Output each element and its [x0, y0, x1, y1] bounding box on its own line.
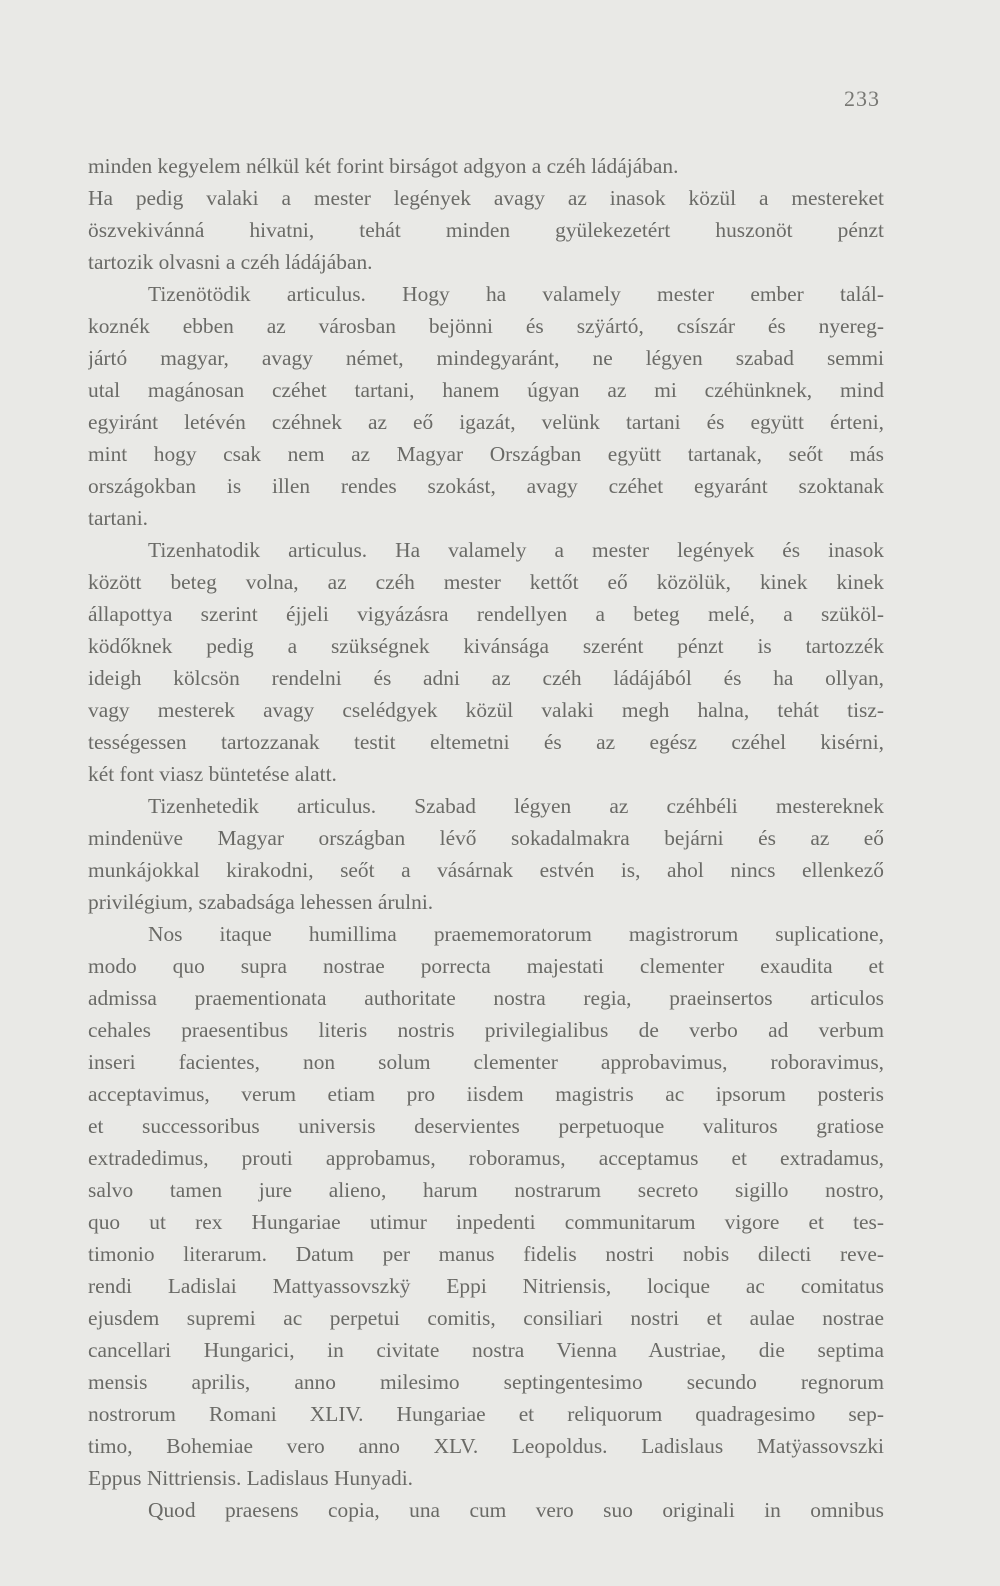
- text-line: ejusdem supremi ac perpetui comitis, consiliari nostri et aulae nostrae: [88, 1306, 884, 1330]
- text-line: mindenüve Magyar országban lévő sokadalmakra bejárni és az eő: [88, 826, 884, 850]
- text-line: nostrorum Romani XLIV. Hungariae et reliquorum quadragesimo sep-: [88, 1402, 884, 1426]
- text-line: minden kegyelem nélkül két forint birságot adgyon a czéh ládájában.: [88, 154, 679, 178]
- text-line: Nos itaque humillima praememoratorum magistrorum suplicatione,: [148, 922, 884, 946]
- text-line: privilégium, szabadsága lehessen árulni.: [88, 890, 434, 914]
- text-line: jártó magyar, avagy német, mindegyaránt, ne légyen szabad semmi: [88, 346, 884, 370]
- text-line: inseri facientes, non solum clementer approbavimus, roboravimus,: [88, 1050, 884, 1074]
- body-text: [88, 150, 884, 1526]
- text-line: egyiránt letévén czéhnek az eő igazát, velünk tartani és együtt érteni,: [88, 410, 884, 434]
- text-line: Quod praesens copia, una cum vero suo originali in omnibus: [148, 1498, 884, 1522]
- text-line: tartozik olvasni a czéh ládájában.: [88, 250, 373, 274]
- text-line: admissa praementionata authoritate nostra regia, praeinsertos articulos: [88, 986, 884, 1010]
- text-line: mint hogy csak nem az Magyar Országban együtt tartanak, seőt más: [88, 442, 884, 466]
- text-line: quo ut rex Hungariae utimur inpedenti communitarum vigore et tes-: [88, 1210, 884, 1234]
- text-line: állapottya szerint éjjeli vigyázásra rendellyen a beteg melé, a szüköl-: [88, 602, 884, 626]
- text-line: vagy mesterek avagy cselédgyek közül valaki megh halna, tehát tisz-: [88, 698, 884, 722]
- text-line: két font viasz büntetése alatt.: [88, 762, 337, 786]
- text-line: tartani.: [88, 506, 148, 530]
- text-line: rendi Ladislai Mattyassovszkÿ Eppi Nitriensis, locique ac comitatus: [88, 1274, 884, 1298]
- text-line: timonio literarum. Datum per manus fidelis nostri nobis dilecti reve-: [88, 1242, 884, 1266]
- page-number: 233: [844, 86, 880, 111]
- text-line: tességessen tartozzanak testit eltemetni és az egész czéhel kisérni,: [88, 730, 884, 754]
- text-line: Tizenhetedik articulus. Szabad légyen az czéhbéli mestereknek: [148, 794, 884, 818]
- text-line: Ha pedig valaki a mester legények avagy az inasok közül a mestereket: [88, 186, 884, 210]
- text-line: cancellari Hungarici, in civitate nostra Vienna Austriae, die septima: [88, 1338, 884, 1362]
- text-line: munkájokkal kirakodni, seőt a vásárnak estvén is, ahol nincs ellenkező: [88, 858, 884, 882]
- text-line: ideigh kölcsön rendelni és adni az czéh ládájából és ha ollyan,: [88, 666, 884, 690]
- text-line: Tizenötödik articulus. Hogy ha valamely mester ember talál-: [148, 282, 884, 306]
- text-line: extradedimus, prouti approbamus, roboramus, acceptamus et extradamus,: [88, 1146, 884, 1170]
- text-line: salvo tamen jure alieno, harum nostrarum secreto sigillo nostro,: [88, 1178, 884, 1202]
- text-line: et successoribus universis deservientes perpetuoque valituros gratiose: [88, 1114, 884, 1138]
- text-line: öszvekivánná hivatni, tehát minden gyülekezetért huszonöt pénzt: [88, 218, 884, 242]
- text-line: acceptavimus, verum etiam pro iisdem magistris ac ipsorum posteris: [88, 1082, 884, 1106]
- text-line: Eppus Nittriensis. Ladislaus Hunyadi.: [88, 1466, 413, 1490]
- text-line: koznék ebben az városban bejönni és szÿártó, csíszár és nyereg-: [88, 314, 884, 338]
- text-line: timo, Bohemiae vero anno XLV. Leopoldus. Ladislaus Matÿassovszki: [88, 1434, 884, 1458]
- text-line: mensis aprilis, anno milesimo septingentesimo secundo regnorum: [88, 1370, 884, 1394]
- text-line: között beteg volna, az czéh mester kettőt eő közölük, kinek kinek: [88, 570, 884, 594]
- text-line: modo quo supra nostrae porrecta majestati clementer exaudita et: [88, 954, 884, 978]
- text-line: utal magánosan czéhet tartani, hanem úgyan az mi czéhünknek, mind: [88, 378, 884, 402]
- text-line: cehales praesentibus literis nostris privilegialibus de verbo ad verbum: [88, 1018, 884, 1042]
- text-line: Tizenhatodik articulus. Ha valamely a mester legények és inasok: [148, 538, 884, 562]
- text-line: ködőknek pedig a szükségnek kivánsága szerént pénzt is tartozzék: [88, 634, 884, 658]
- text-line: országokban is illen rendes szokást, avagy czéhet egyaránt szoktanak: [88, 474, 884, 498]
